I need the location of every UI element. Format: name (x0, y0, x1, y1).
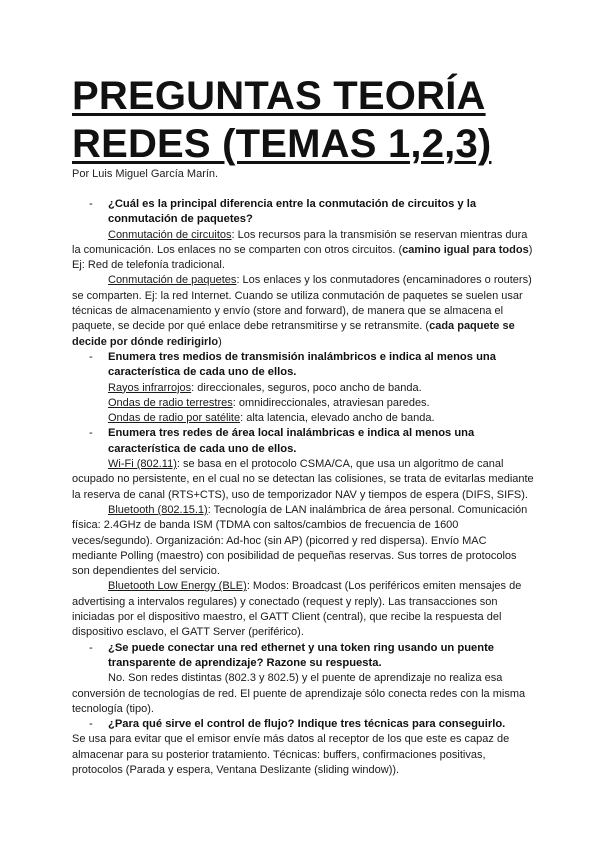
answer-term: Bluetooth (802.15.1) (108, 503, 208, 516)
question-1 (72, 197, 534, 228)
item-text: : alta latencia, elevado ancho de banda. (240, 412, 435, 425)
answer-text: : Los enlaces y los conmutadores (encaminadores o routers) se comparten. Ej: la red Internet. Cuando se utiliza conmutación de paquetes se suelen usar técnicas de almacenamiento y envío (store and forward), de manera que se almacena el paquete, se decide por qué enlace debe retransmitirse y se retransmite. ( (72, 274, 532, 333)
answer-paragraph: No. Son redes distintas (802.3 y 802.5) y el puente de aprendizaje no realiza esa conversión de tecnologías de red. El puente de aprendizaje sólo conecta redes con la misma tecnología (tipo). (72, 672, 526, 715)
answer-paragraph (72, 273, 534, 349)
bullet-icon: - (89, 427, 93, 440)
bullet-icon: - (89, 198, 93, 210)
answer-term: Wi-Fi (802.11) (108, 458, 177, 471)
answer-paragraph (72, 579, 534, 640)
answer-term: Bluetooth Low Energy (BLE) (108, 580, 247, 593)
question-text: ¿Cuál es la principal diferencia entre la conmutación de circuitos y la conmutación de paquetes? (108, 198, 477, 226)
list-item (72, 411, 534, 426)
question-3 (72, 426, 534, 457)
answer-tail: ) Ej: Red de telefonía tradicional. (72, 243, 533, 272)
answer-text: : se basa en el protocolo CSMA/CA, que usa un algoritmo de canal ocupado no persistente, en el cual no se detectan las colisiones, se trata de evitarlas mediante la reserva de canal (RTS+CTS), uso de temporizador NAV y tiempos de espera (DIFS, SIFS). (72, 458, 534, 501)
bullet-icon: - (89, 350, 93, 363)
answer-emphasis: cada paquete se decide por dónde redirigirlo (72, 320, 515, 348)
answer-term: Conmutación de paquetes (108, 274, 237, 287)
answer-text: : Tecnología de LAN inalámbrica de área personal. Comunicación física: 2.4GHz de banda ISM (TDMA con saltos/cambios de frecuencia de 1600 veces/segundo). Organización: Ad-hoc (sin AP) (picorred y red dispersa). Envío MAC mediante Polling (maestro) con posibilidad de pequeñas reservas. Sus torres de protocolos son dependientes del servicio. (72, 503, 528, 578)
document-body (72, 197, 534, 778)
list-item (72, 396, 534, 411)
item-text: : omnidireccionales, atraviesan paredes. (232, 396, 430, 409)
answer-text: : Modos: Broadcast (Los periféricos emiten mensajes de advertising a intervalos regulares) y conectado (request y reply). Las transacciones son iniciadas por el dispositivo maestro, el GATT Client (central), que recibe la respuesta del dispositivo esclavo, el GATT Server (periférico). (72, 580, 522, 639)
bullet-icon: - (89, 718, 93, 731)
answer-paragraph (72, 457, 534, 503)
answer-paragraph (72, 503, 534, 579)
title-line-2: REDES (TEMAS 1,2,3) (72, 122, 492, 166)
question-text: Enumera tres redes de área local inalámbricas e indica al menos una característica de cada uno de ellos. (108, 427, 475, 455)
answer-paragraph: Se usa para evitar que el emisor envíe más datos al receptor de los que este es capaz de almacenar para su posterior tratamiento. Técnicas: buffers, confirmaciones positivas, protocolos (Parada y espera, Ventana Deslizante (sliding window)). (72, 733, 510, 776)
question-4 (72, 641, 534, 672)
title-line-1: PREGUNTAS TEORÍA (72, 74, 486, 118)
question-5 (72, 717, 534, 732)
answer-emphasis: camino igual para todos (402, 243, 529, 256)
author-line: Por Luis Miguel García Marín. (72, 168, 219, 180)
question-text: Enumera tres medios de transmisión inalámbricos e indica al menos una característica de cada uno de ellos. (108, 350, 496, 379)
answer-tail: ) (218, 335, 222, 348)
answer-term: Conmutación de circuitos (108, 228, 232, 241)
item-term: Ondas de radio por satélite (108, 412, 241, 425)
document-title (72, 72, 552, 168)
question-text: ¿Para qué sirve el control de flujo? Indique tres técnicas para conseguirlo. (108, 718, 506, 731)
item-term: Ondas de radio terrestres (108, 396, 233, 409)
question-text: ¿Se puede conectar una red ethernet y una token ring usando un puente transparente de aprendizaje? Razone su respuesta. (108, 641, 495, 669)
item-term: Rayos infrarrojos (108, 381, 192, 394)
answer-text: : Los recursos para la transmisión se reservan mientras dura la comunicación. Los enlaces no se comparten con otros circuitos. ( (72, 228, 528, 256)
bullet-icon: - (89, 641, 93, 654)
question-2 (72, 350, 534, 381)
list-item (72, 381, 534, 396)
item-text: : direccionales, seguros, poco ancho de banda. (191, 381, 422, 394)
answer-paragraph (72, 228, 534, 274)
